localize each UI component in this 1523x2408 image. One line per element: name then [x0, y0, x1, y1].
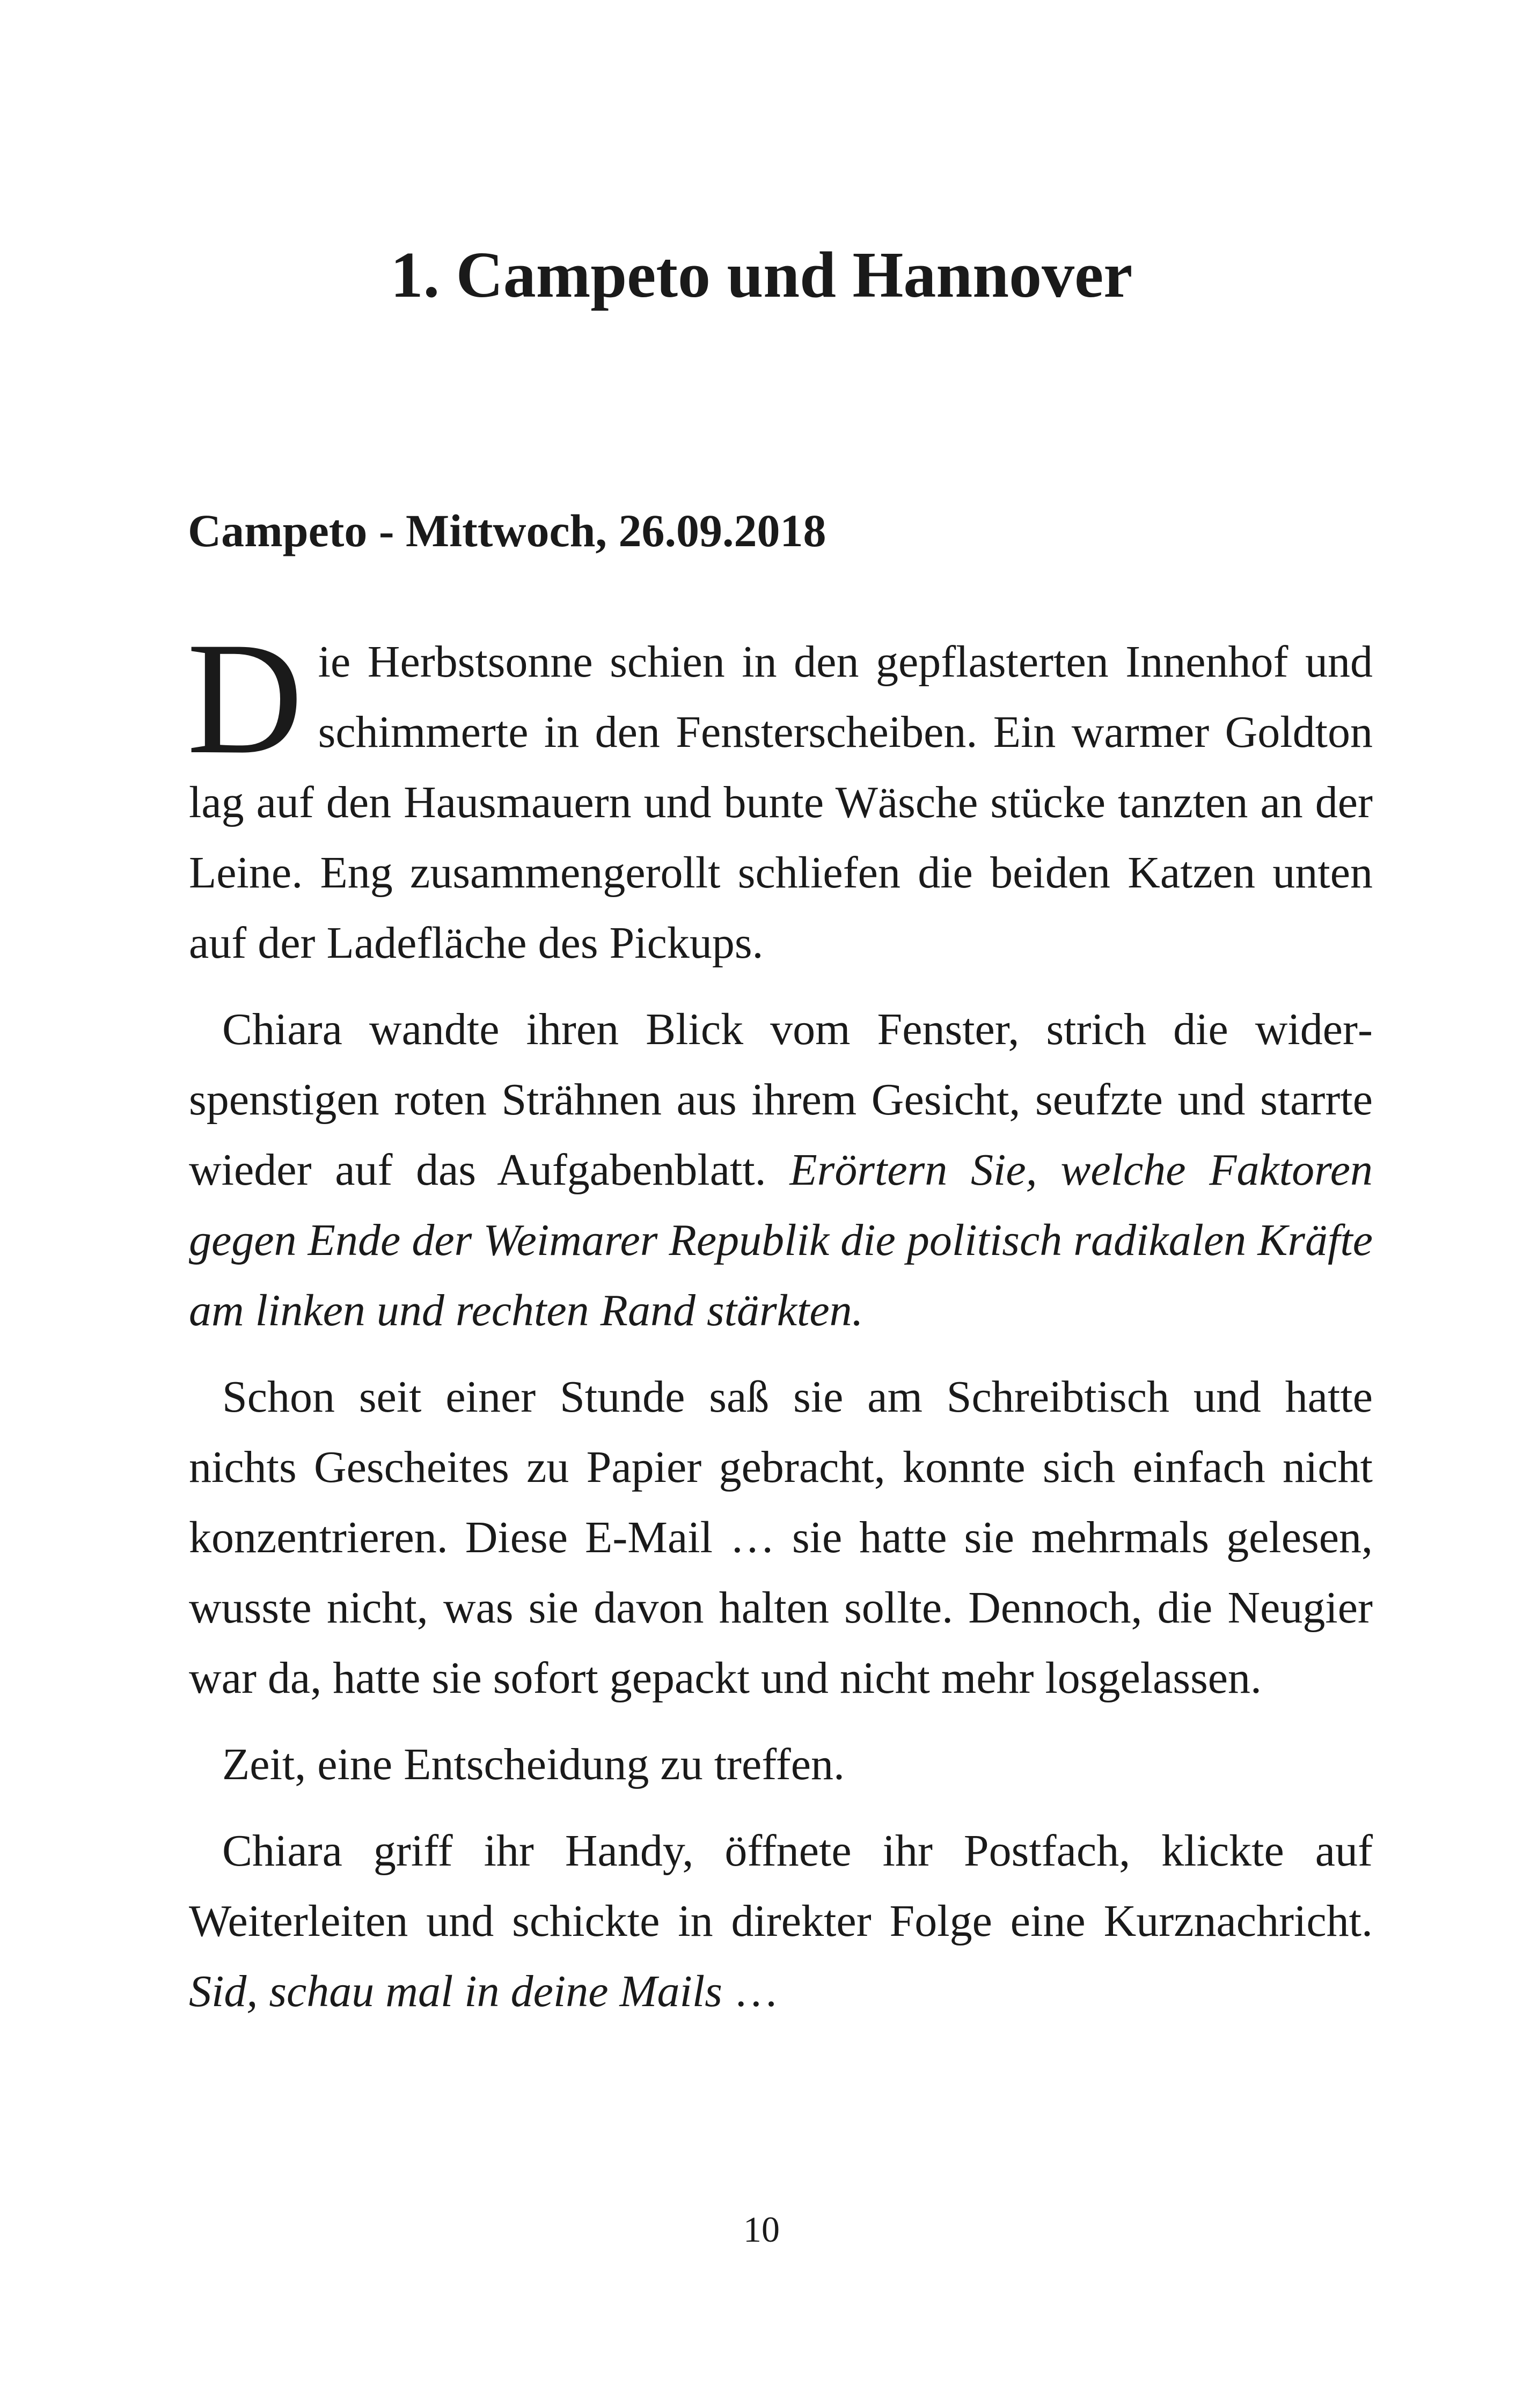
paragraph-2 — [189, 994, 1373, 1346]
paragraph-5-text: Chiara griff ihr Handy, öffnete ihr Postfach, klickte auf Weiterleiten und schickte in direkter Folge eine Kurznachricht. — [189, 1826, 1373, 1946]
paragraph-4-text: Zeit, eine Entscheidung zu treffen. — [222, 1739, 845, 1789]
paragraph-5-tail: … — [722, 1966, 779, 2016]
paragraph-1-text: ie Herbstsonne schien in den gepflasterten Innenhof und schimmerte in den Fensterscheiben. Ein warmer Goldton lag auf den Hausmauern und bunte Wäsche stücke tanzten an der Leine. Eng zusammengerollt schliefen die beiden Katzen unten auf der Ladefläche des Pickups. — [189, 637, 1373, 968]
paragraph-4 — [189, 1729, 1373, 1800]
body-text — [187, 609, 1373, 2043]
paragraph-3-text: Schon seit einer Stunde saß sie am Schreibtisch und hatte nichts Gescheites zu Papier gebracht, konnte sich einfach nicht konzentrieren. Diese E-Mail … sie hatte sie mehrmals gelesen, wusste nicht, was sie davon halten sollte. Dennoch, die Neugier war da, hatte sie sofort gepackt und nicht mehr losgelassen. — [189, 1372, 1373, 1703]
chapter-title: 1. Campeto und Hannover — [390, 239, 1133, 311]
paragraph-5-italic: Sid, schau mal in deine Mails — [189, 1966, 722, 2016]
paragraph-3 — [189, 1362, 1373, 1713]
drop-cap: D — [187, 609, 303, 787]
section-heading: Campeto - Mittwoch, 26.09.2018 — [188, 505, 826, 556]
paragraph-2-italic: Erörtern Sie, welche Faktoren gegen Ende der Weimarer Republik die politisch radikalen Kräfte am linken und rechten Rand stärkten. — [189, 1145, 1373, 1335]
paragraph-2-text: Chiara wandte ihren Blick vom Fenster, strich die widerspenstigen roten Strähnen aus ihrem Gesicht, seufzte und starrte wieder auf das Aufgabenblatt. — [189, 1004, 1373, 1195]
paragraph-1 — [187, 609, 1373, 978]
paragraph-5 — [189, 1816, 1373, 2027]
page-number: 10 — [743, 2209, 780, 2250]
